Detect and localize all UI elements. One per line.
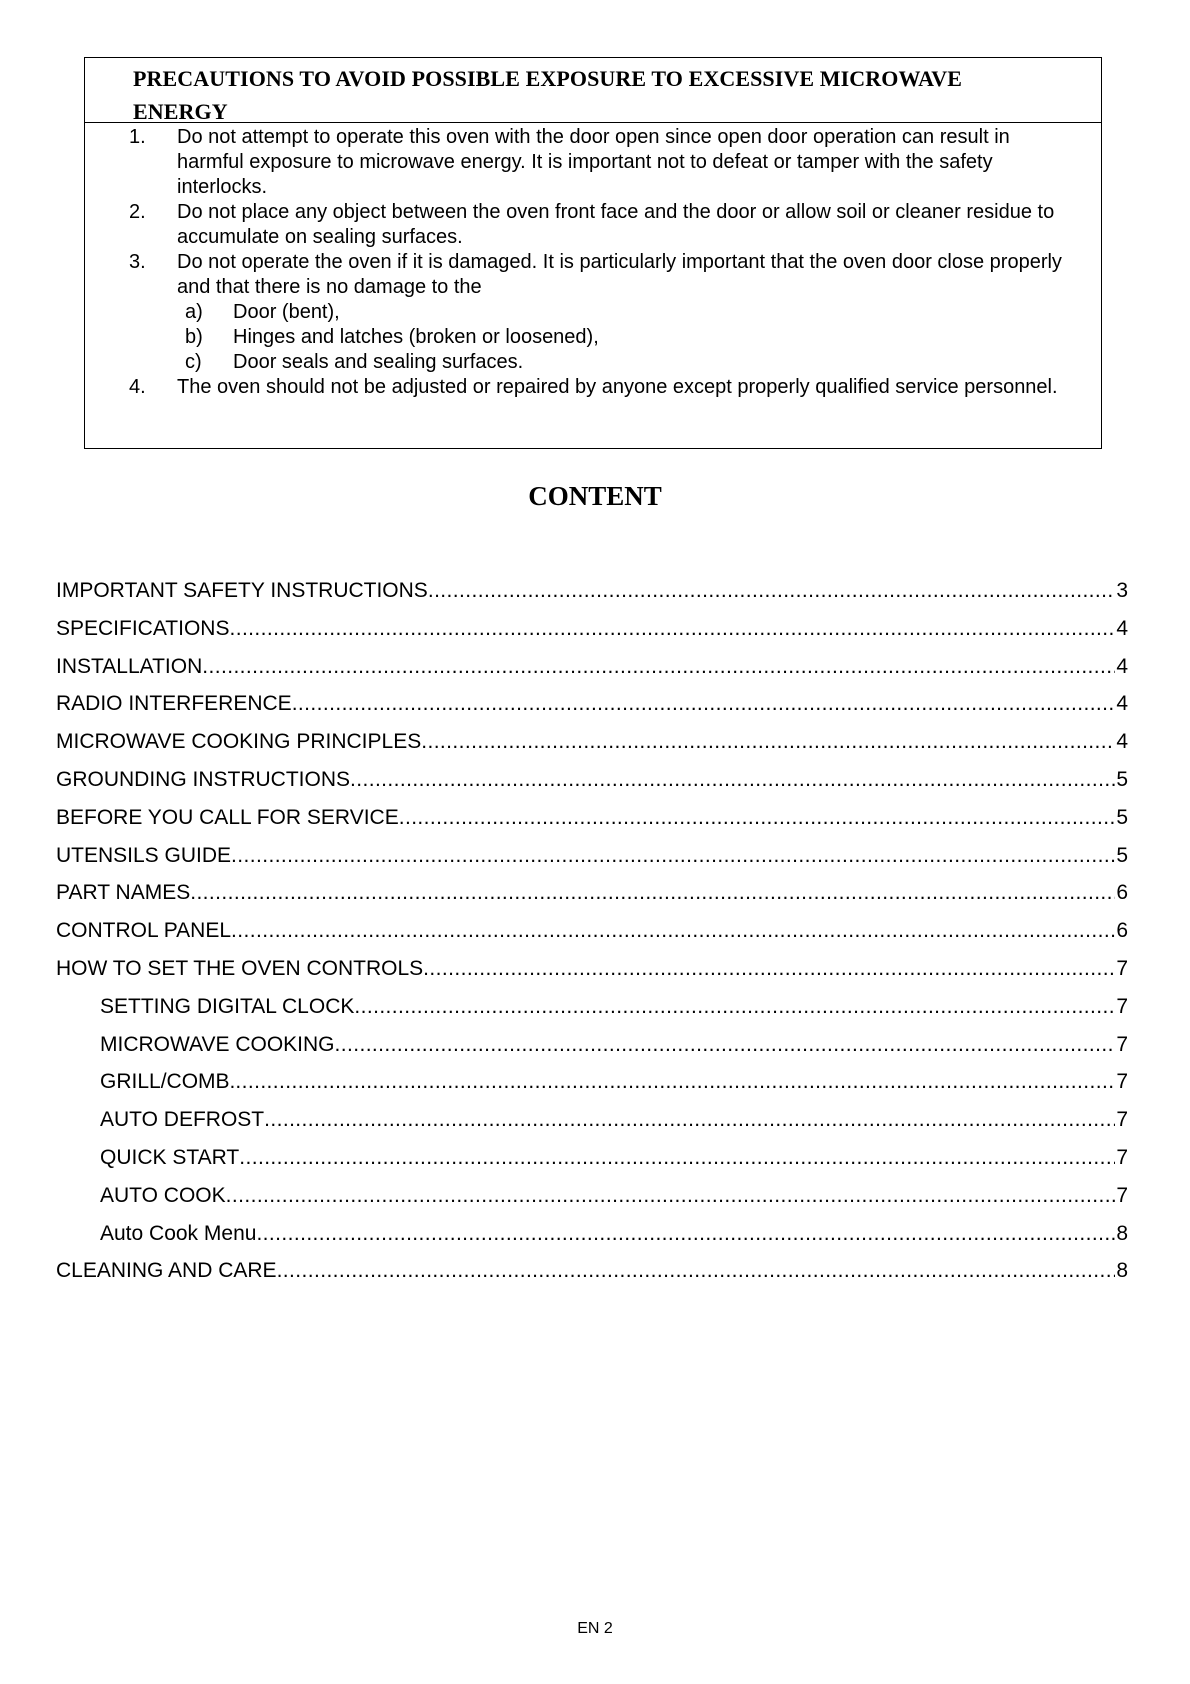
precaution-text: Do not place any object between the oven front face and the door or allow soil or cleaner residue to accumulate on sealing surfaces.	[177, 201, 1055, 248]
toc-leader-dots	[277, 1252, 1116, 1290]
toc-subentry[interactable]	[56, 1063, 1128, 1101]
toc-leader-dots	[226, 1177, 1116, 1215]
toc-page-number: 5	[1116, 843, 1128, 867]
subitem-letter: b)	[185, 326, 203, 348]
subitem-letter: c)	[185, 351, 202, 373]
subitem-text: Door (bent),	[233, 301, 340, 323]
toc-page-number: 5	[1116, 767, 1128, 791]
toc-leader-dots	[231, 837, 1115, 875]
toc-entry[interactable]	[56, 1252, 1128, 1290]
toc-page-number: 7	[1116, 994, 1128, 1018]
precautions-title: PRECAUTIONS TO AVOID POSSIBLE EXPOSURE TO EXCESSIVE MICROWAVE ENERGY	[85, 58, 1101, 123]
toc-label: INSTALLATION	[56, 654, 203, 678]
toc-label: HOW TO SET THE OVEN CONTROLS	[56, 956, 424, 980]
toc-label: SPECIFICATIONS	[56, 616, 230, 640]
toc-page-number: 4	[1116, 730, 1128, 754]
precaution-subitem	[185, 325, 1071, 350]
toc-label: AUTO DEFROST	[100, 1108, 265, 1132]
toc-label: BEFORE YOU CALL FOR SERVICE	[56, 805, 399, 829]
toc-leader-dots	[421, 723, 1115, 761]
toc-leader-dots	[354, 988, 1115, 1026]
toc-leader-dots	[264, 1101, 1115, 1139]
toc-leader-dots	[399, 799, 1116, 837]
toc-label: UTENSILS GUIDE	[56, 843, 232, 867]
precautions-list	[85, 123, 1101, 400]
toc-label: GROUNDING INSTRUCTIONS	[56, 767, 350, 791]
toc-page-number: 7	[1116, 1145, 1128, 1169]
precaution-text: The oven should not be adjusted or repaired by anyone except properly qualified service personnel.	[177, 376, 1058, 398]
precautions-box	[84, 57, 1102, 449]
toc-leader-dots	[239, 1139, 1115, 1177]
toc-subentry[interactable]	[56, 1101, 1128, 1139]
toc-label: GRILL/COMB.	[100, 1070, 236, 1094]
toc-leader-dots	[256, 1215, 1115, 1253]
toc-entry[interactable]	[56, 912, 1128, 950]
toc-page-number: 6	[1116, 881, 1128, 905]
precaution-number: 1.	[129, 126, 146, 148]
toc-leader-dots	[202, 648, 1115, 686]
toc-leader-dots	[235, 1063, 1115, 1101]
toc-page-number: 7	[1116, 1070, 1128, 1094]
toc-subentry[interactable]	[56, 1026, 1128, 1064]
toc-page-number: 7	[1116, 1108, 1128, 1132]
toc-subentry[interactable]	[56, 1139, 1128, 1177]
toc-entry[interactable]	[56, 648, 1128, 686]
toc-entry[interactable]	[56, 950, 1128, 988]
precaution-subitem	[185, 300, 1071, 325]
subitem-letter: a)	[185, 301, 203, 323]
toc-leader-dots	[190, 874, 1115, 912]
toc-page-number: 3	[1116, 579, 1128, 602]
toc-label: CLEANING AND CARE	[56, 1259, 277, 1283]
toc-leader-dots	[292, 685, 1116, 723]
toc-leader-dots	[231, 912, 1115, 950]
toc-subentry[interactable]	[56, 988, 1128, 1026]
toc-entry[interactable]	[56, 610, 1128, 648]
toc-entry[interactable]	[56, 685, 1128, 723]
toc-page-number: 4	[1116, 616, 1128, 640]
precaution-subitem	[185, 350, 1071, 375]
toc-subentry[interactable]	[56, 1215, 1128, 1253]
toc-page-number: 7	[1116, 1032, 1128, 1056]
toc-leader-dots	[350, 761, 1115, 799]
toc-page-number: 4	[1116, 692, 1128, 716]
precaution-text: Do not attempt to operate this oven with the door open since open door operation can result in harmful exposure to microwave energy. It is important not to defeat or tamper with the safety interlocks.	[177, 126, 1010, 198]
toc-entry[interactable]	[56, 761, 1128, 799]
toc-label: QUICK START	[100, 1145, 240, 1169]
toc-page-number: 8	[1116, 1221, 1128, 1245]
precaution-number: 4.	[129, 376, 146, 398]
toc-label: CONTROL PANEL	[56, 919, 232, 943]
toc-leader-dots	[335, 1026, 1116, 1064]
toc-label: Auto Cook Menu	[100, 1221, 257, 1245]
toc-entry[interactable]	[56, 572, 1128, 610]
table-of-contents	[56, 572, 1128, 1290]
toc-label: PART NAMES	[56, 881, 191, 905]
subitem-text: Hinges and latches (broken or loosened),	[233, 326, 599, 348]
precaution-item	[85, 375, 1071, 400]
toc-page-number: 6	[1116, 919, 1128, 943]
toc-entry[interactable]	[56, 837, 1128, 875]
precaution-number: 3.	[129, 251, 146, 273]
toc-leader-dots	[423, 950, 1115, 988]
page-footer: EN 2	[577, 1620, 613, 1637]
toc-page-number: 5	[1116, 805, 1128, 829]
toc-label: RADIO INTERFERENCE	[56, 692, 292, 716]
precaution-text: Do not operate the oven if it is damaged. It is particularly important that the oven door close properly and that there is no damage to the	[177, 251, 1062, 298]
toc-page-number: 8	[1116, 1259, 1128, 1283]
precaution-item	[85, 125, 1071, 200]
toc-label: MICROWAVE COOKING	[100, 1032, 335, 1056]
precaution-item	[85, 250, 1071, 375]
content-heading: CONTENT	[528, 481, 662, 511]
toc-label: MICROWAVE COOKING PRINCIPLES	[56, 730, 422, 754]
precaution-item	[85, 200, 1071, 250]
toc-leader-dots	[428, 572, 1115, 610]
toc-entry[interactable]	[56, 723, 1128, 761]
toc-entry[interactable]	[56, 874, 1128, 912]
toc-label: AUTO COOK	[100, 1183, 226, 1207]
precaution-number: 2.	[129, 201, 146, 223]
toc-entry[interactable]	[56, 799, 1128, 837]
toc-label: SETTING DIGITAL CLOCK	[100, 994, 355, 1018]
subitem-text: Door seals and sealing surfaces.	[233, 351, 524, 373]
toc-leader-dots	[229, 610, 1115, 648]
toc-subentry[interactable]	[56, 1177, 1128, 1215]
toc-label: IMPORTANT SAFETY INSTRUCTIONS	[56, 579, 428, 602]
toc-page-number: 7	[1116, 1183, 1128, 1207]
toc-page-number: 7	[1116, 956, 1128, 980]
toc-page-number: 4	[1116, 654, 1128, 678]
